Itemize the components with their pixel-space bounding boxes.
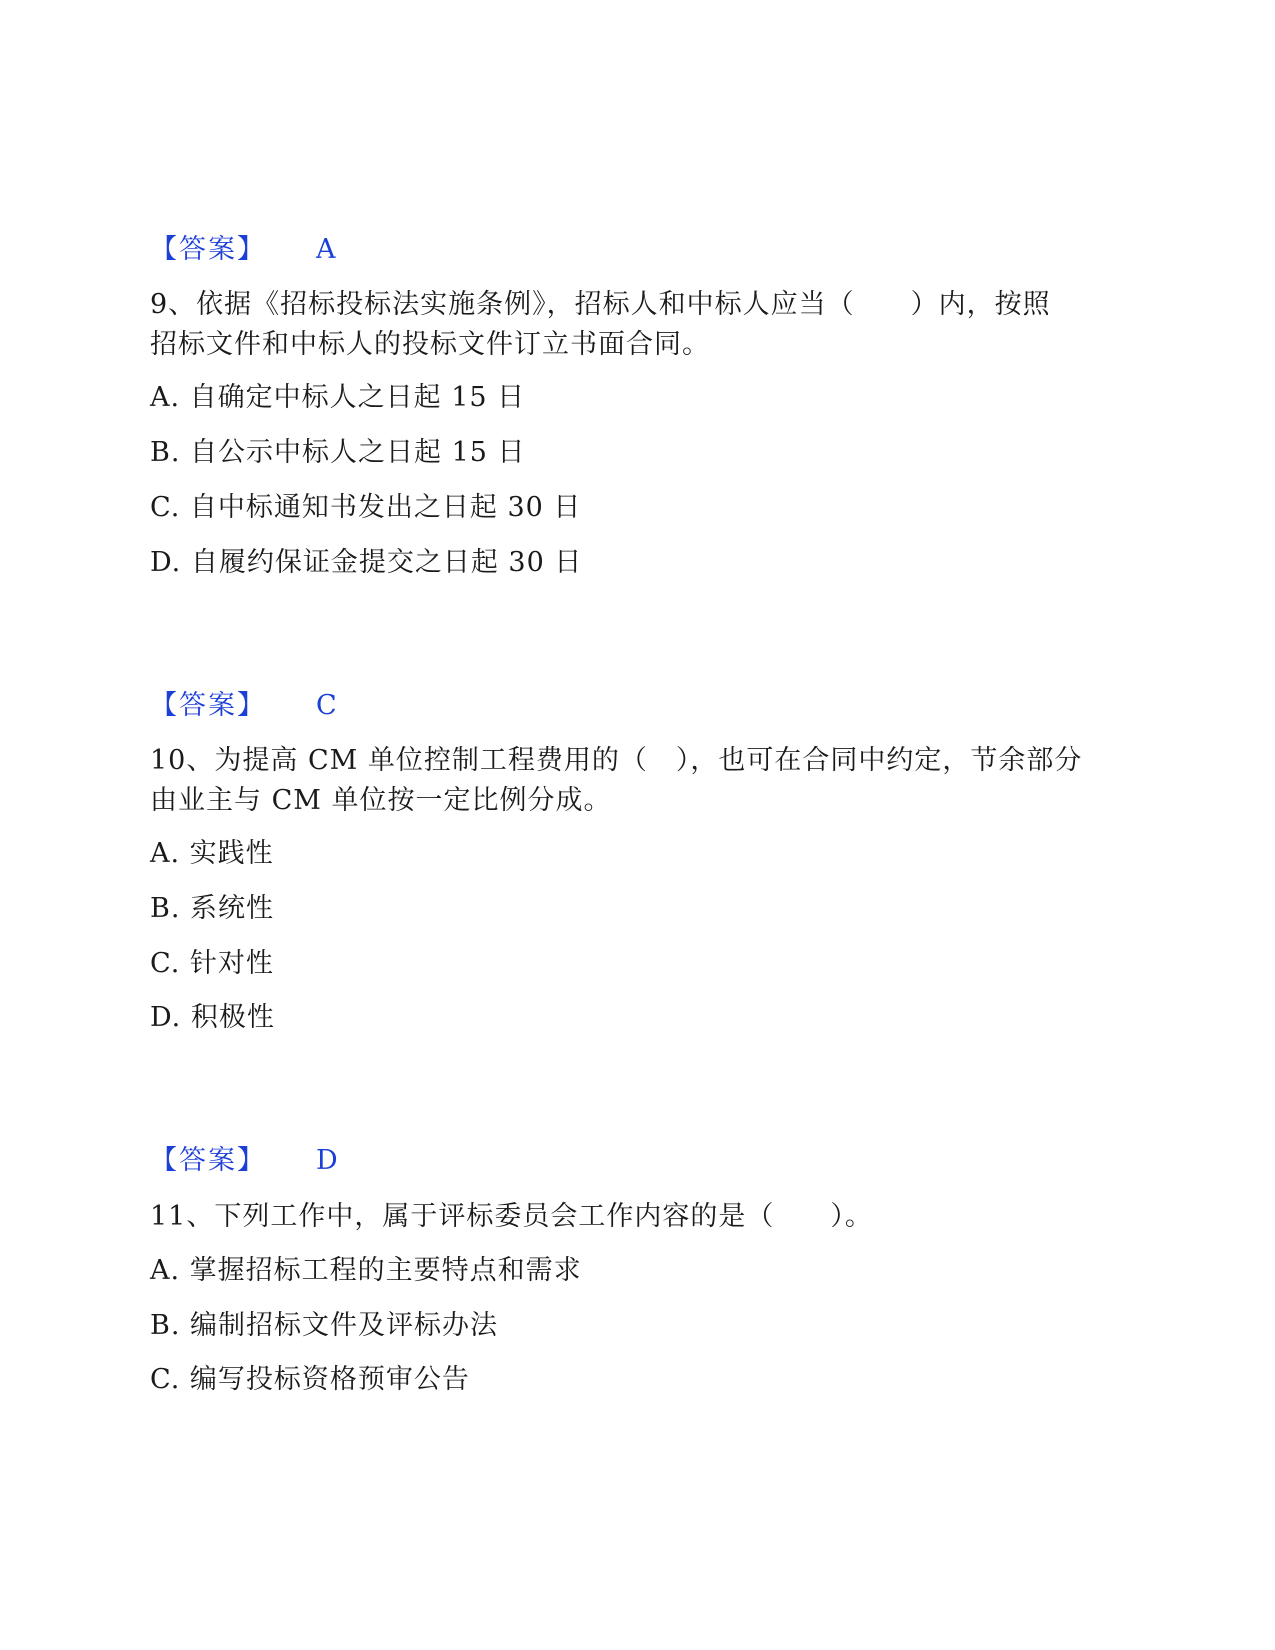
question-9-option-b: B. 自公示中标人之日起 15 日 (150, 437, 526, 468)
question-10-option-b: B. 系统性 (150, 893, 275, 924)
question-9-option-d: D. 自履约保证金提交之日起 30 日 (150, 547, 583, 578)
question-11-line-1: 11、下列工作中，属于评标委员会工作内容的是（ ）。 (150, 1201, 873, 1232)
question-10-option-a: A. 实践性 (150, 838, 274, 869)
question-11-option-a: A. 掌握招标工程的主要特点和需求 (150, 1255, 582, 1286)
answer-value: A (316, 234, 336, 265)
answer-value: C (316, 690, 337, 721)
question-11-option-c: C. 编写投标资格预审公告 (150, 1364, 470, 1395)
question-10-line-1: 10、为提高 CM 单位控制工程费用的（ ），也可在合同中约定，节余部分 (150, 745, 1083, 776)
question-9-line-1: 9、依据《招标投标法实施条例》，招标人和中标人应当（ ）内，按照 (150, 289, 1051, 320)
answer-label: 【答案】 (150, 234, 266, 265)
answer-label: 【答案】 (150, 690, 266, 721)
question-10-option-c: C. 针对性 (150, 948, 274, 979)
question-9-option-c: C. 自中标通知书发出之日起 30 日 (150, 492, 582, 523)
answer-line (150, 1144, 338, 1178)
question-10-option-d: D. 积极性 (150, 1002, 275, 1033)
question-11-option-b: B. 编制招标文件及评标办法 (150, 1310, 499, 1341)
question-9-option-a: A. 自确定中标人之日起 15 日 (150, 382, 526, 413)
answer-line (150, 233, 336, 267)
answer-value: D (316, 1145, 338, 1176)
answer-line (150, 689, 337, 723)
answer-label: 【答案】 (150, 1145, 266, 1176)
question-9-line-2: 招标文件和中标人的投标文件订立书面合同。 (150, 329, 710, 360)
question-10-line-2: 由业主与 CM 单位按一定比例分成。 (150, 785, 612, 816)
